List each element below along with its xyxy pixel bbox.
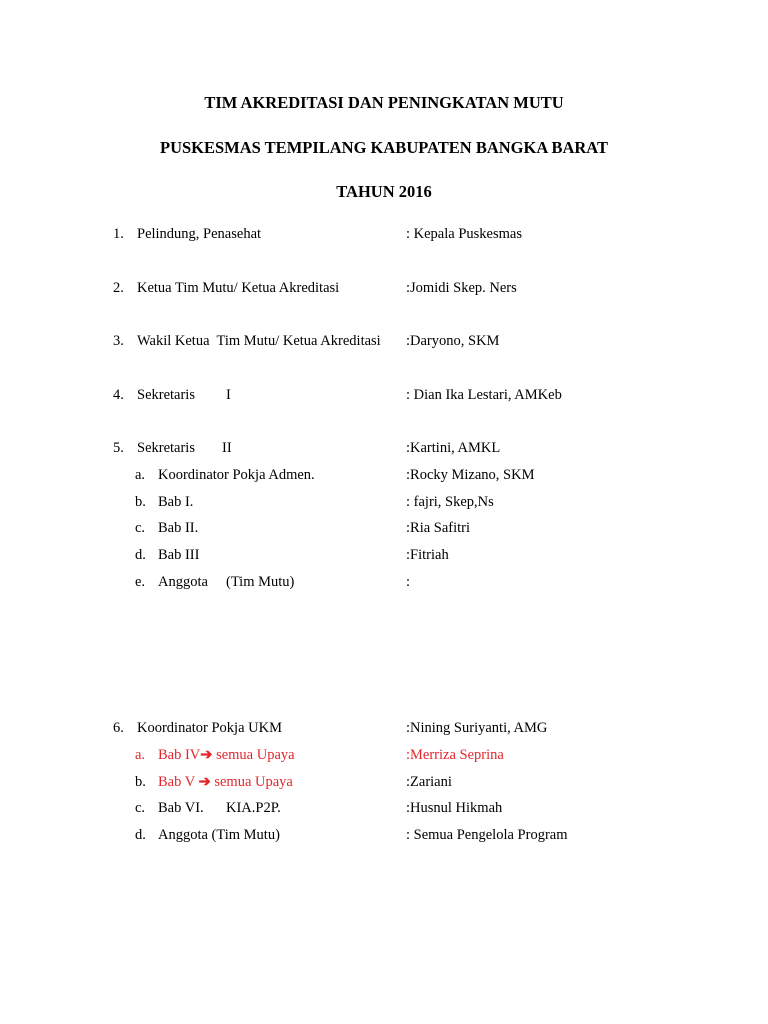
- item-value: : Dian Ika Lestari, AMKeb: [406, 387, 562, 403]
- sub-list-item: [0, 492, 768, 512]
- item-number: 1.: [113, 226, 124, 242]
- sub-item-letter: e.: [135, 574, 146, 590]
- sub-item-letter: a.: [135, 747, 146, 763]
- sub-item-label: Anggota (Tim Mutu): [158, 827, 280, 843]
- sub-item-letter: d.: [135, 827, 146, 843]
- item-number: 4.: [113, 387, 124, 403]
- item-value: :Daryono, SKM: [406, 333, 500, 349]
- sub-item-label-extra: (Tim Mutu): [226, 574, 295, 590]
- sub-item-letter: b.: [135, 494, 146, 510]
- sub-item-label-extra: KIA.P2P.: [226, 800, 281, 816]
- item-label-roman: I: [226, 387, 231, 403]
- sub-item-letter: d.: [135, 547, 146, 563]
- list-item: [0, 224, 768, 244]
- sub-item-letter: c.: [135, 520, 146, 536]
- item-label: Koordinator Pokja UKM: [137, 720, 282, 736]
- sub-item-label-extra: semua Upaya: [212, 747, 295, 763]
- sub-item-value: : fajri, Skep,Ns: [406, 494, 494, 510]
- sub-list-item: [0, 518, 768, 538]
- item-label: Sekretaris: [137, 387, 195, 403]
- item-number: 6.: [113, 720, 124, 736]
- sub-item-label: Bab I.: [158, 494, 194, 510]
- document-title-3: TAHUN 2016: [336, 182, 432, 201]
- item-value: :Kartini, AMKL: [406, 440, 501, 456]
- sub-item-value: :Rocky Mizano, SKM: [406, 467, 535, 483]
- sub-item-label-text: Bab IV: [158, 747, 201, 763]
- sub-list-item: [0, 825, 768, 845]
- list-item: [0, 278, 768, 298]
- item-number: 2.: [113, 280, 124, 296]
- right-arrow-icon: ➔: [200, 747, 213, 763]
- list-item: [0, 438, 768, 458]
- sub-list-item: [0, 772, 768, 792]
- sub-list-item: [0, 465, 768, 485]
- sub-item-label: Koordinator Pokja Admen.: [158, 467, 315, 483]
- sub-item-value: : Semua Pengelola Program: [406, 827, 568, 843]
- sub-item-label: Anggota: [158, 574, 208, 590]
- item-number: 3.: [113, 333, 124, 349]
- sub-item-value: :Husnul Hikmah: [406, 800, 503, 816]
- sub-item-label-text: Bab V: [158, 774, 199, 790]
- list-item: [0, 718, 768, 738]
- sub-item-value: :Merriza Seprina: [406, 747, 504, 763]
- sub-list-item: [0, 798, 768, 818]
- list-item: [0, 331, 768, 351]
- document-title-2: PUSKESMAS TEMPILANG KABUPATEN BANGKA BARAT: [160, 138, 608, 157]
- sub-item-label: [158, 745, 295, 765]
- sub-item-label: Bab II.: [158, 520, 199, 536]
- sub-item-value: :Fitriah: [406, 547, 449, 563]
- list-item: [0, 385, 768, 405]
- sub-item-letter: a.: [135, 467, 146, 483]
- sub-list-item: [0, 745, 768, 765]
- item-value: : Kepala Puskesmas: [406, 226, 522, 242]
- sub-item-value: :: [406, 574, 411, 590]
- item-label: Sekretaris: [137, 440, 195, 456]
- sub-item-letter: b.: [135, 774, 146, 790]
- item-value: :Jomidi Skep. Ners: [406, 280, 517, 296]
- item-label-roman: II: [222, 440, 232, 456]
- item-number: 5.: [113, 440, 124, 456]
- right-arrow-icon: ➔: [198, 774, 211, 790]
- item-value: :Nining Suriyanti, AMG: [406, 720, 548, 736]
- item-label: Ketua Tim Mutu/ Ketua Akreditasi: [137, 280, 340, 296]
- sub-item-letter: c.: [135, 800, 146, 816]
- sub-item-label: Bab III: [158, 547, 200, 563]
- item-label: Pelindung, Penasehat: [137, 226, 262, 242]
- sub-list-item: [0, 545, 768, 565]
- sub-item-value: :Zariani: [406, 774, 452, 790]
- item-label: Wakil Ketua Tim Mutu/ Ketua Akreditasi: [137, 333, 381, 349]
- sub-item-label: [158, 772, 293, 792]
- sub-item-label-extra: semua Upaya: [210, 774, 293, 790]
- sub-item-label: Bab VI.: [158, 800, 204, 816]
- sub-item-value: :Ria Safitri: [406, 520, 471, 536]
- document-title-1: TIM AKREDITASI DAN PENINGKATAN MUTU: [204, 93, 564, 112]
- sub-list-item: [0, 572, 768, 592]
